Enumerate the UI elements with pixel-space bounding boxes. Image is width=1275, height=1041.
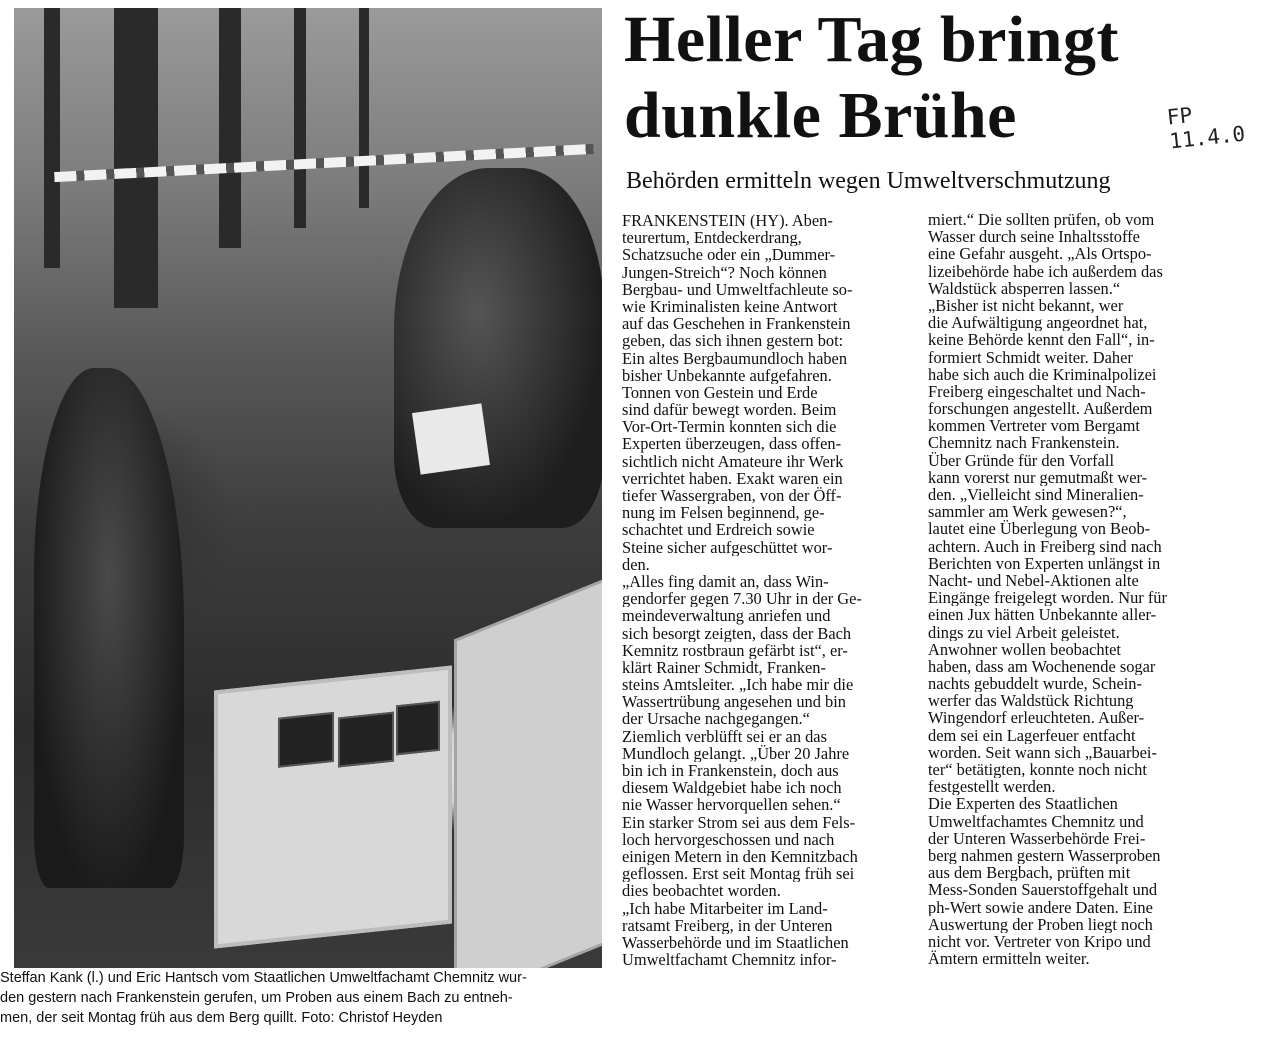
article-line: formiert Schmidt weiter. Daher — [928, 348, 1133, 366]
article-line: Umweltfachamt Chemnitz infor- — [622, 951, 837, 969]
article-line: ter“ betätigten, konnte noch nicht — [928, 761, 1147, 779]
article-line: Chemnitz nach Frankenstein. — [928, 434, 1120, 452]
article-line: miert.“ Die sollten prüfen, ob vom — [928, 211, 1155, 229]
photo-tree — [219, 8, 241, 248]
article-line: Wasserbehörde und im Staatlichen — [622, 933, 849, 952]
article-line: Eingänge freigelegt worden. Nur für — [928, 589, 1167, 607]
photo-meter — [278, 712, 334, 768]
article-line: geben, das sich ihnen gestern bot: — [622, 332, 844, 350]
article-line: Ein starker Strom sei aus dem Fels- — [622, 813, 856, 831]
article-line: den. „Vielleicht sind Mineralien- — [928, 486, 1144, 504]
article-line: dings zu viel Arbeit geleistet. — [928, 623, 1120, 641]
article-line: bisher Unbekannte aufgefahren. — [622, 366, 832, 384]
article-line: forschungen angestellt. Außerdem — [928, 400, 1153, 418]
caption-line: men, der seit Montag früh aus dem Berg quillt. Foto: Christof Heyden — [0, 1010, 443, 1026]
article-line: Wassertrübung angesehen und bin — [622, 693, 846, 711]
article-line: nachts gebuddelt wurde, Schein- — [928, 675, 1142, 693]
article-line: kommen Vertreter vom Bergamt — [928, 417, 1140, 435]
article-line: Bergbau- und Umweltfachleute so- — [622, 280, 853, 298]
article-line: Experten überzeugen, dass offen- — [622, 435, 842, 453]
article-line: Freiberg eingeschaltet und Nach- — [928, 382, 1146, 401]
article-line: kann vorerst nur gemutmaßt wer- — [928, 468, 1148, 486]
caption-line: Steffan Kank (l.) und Eric Hantsch vom Staatlichen Umweltfachamt Chemnitz wur- — [0, 970, 527, 986]
caption-line: den gestern nach Frankenstein gerufen, um Proben aus einem Bach zu entneh- — [0, 990, 513, 1006]
article-line: gendorfer gegen 7.30 Uhr in der Ge- — [622, 590, 862, 608]
article-photo — [14, 8, 602, 968]
article-line: ratsamt Freiberg, in der Unteren — [622, 916, 833, 934]
article-line: „Bisher ist nicht bekannt, wer — [928, 296, 1124, 315]
article-line: loch hervorgeschossen und nach — [622, 830, 835, 848]
article-line: Über Gründe für den Vorfall — [928, 451, 1115, 469]
article-line: Die Experten des Staatlichen — [928, 795, 1118, 813]
photo-measuring-case — [214, 665, 452, 948]
article-line: Ein altes Bergbaumundloch haben — [622, 349, 848, 367]
photo-tree — [294, 8, 306, 228]
article-line: Ziemlich verblüfft sei er an das — [622, 727, 827, 745]
article-line: Wingendorf erleuchteten. Außer- — [928, 709, 1145, 727]
article-line: sichtlich nicht Amateure ihr Werk — [622, 452, 844, 470]
photo-tree — [114, 8, 158, 308]
article-line: eine Gefahr ausgeht. „Als Ortspo- — [928, 245, 1152, 263]
article-line: aus dem Bergbach, prüften mit — [928, 864, 1131, 882]
article-line: Mundloch gelangt. „Über 20 Jahre — [622, 744, 850, 762]
article-line: Nacht- und Nebel-Aktionen alte — [928, 571, 1139, 590]
article-line: nie Wasser hervorquellen sehen.“ — [622, 796, 841, 814]
article-line: Kemnitz rostbraun gefärbt ist“, er- — [622, 641, 848, 659]
article-line: einigen Metern in den Kemnitzbach — [622, 847, 858, 866]
article-line: Umweltfachamtes Chemnitz und — [928, 812, 1144, 830]
article-line: bin ich in Frankenstein, doch aus — [622, 762, 839, 780]
article-line: dies beobachtet worden. — [622, 882, 781, 900]
article-line: Schatzsuche oder ein „Dummer- — [622, 246, 836, 264]
headline-line: dunkle Brühe — [624, 79, 1017, 152]
article-line: Ämtern ermitteln weiter. — [928, 950, 1090, 968]
article-line: Wasser durch seine Inhaltsstoffe — [928, 228, 1140, 246]
article-line: steins Amtsleiter. „Ich habe mir die — [622, 676, 854, 694]
article-line: nung im Felsen beginnend, ge- — [622, 504, 825, 522]
headline-line: Heller Tag bringt — [624, 3, 1119, 76]
handwritten-note: FP 11.4.0 — [1165, 103, 1247, 154]
article-line: tiefer Wassergraben, von der Öff- — [622, 487, 842, 505]
article-line: die Aufwältigung angeordnet hat, — [928, 314, 1148, 332]
article-line: ph-Wert sowie andere Daten. Eine — [928, 898, 1153, 916]
article-line: Steine sicher aufgeschüttet wor- — [622, 538, 833, 556]
article-line: lautet eine Überlegung von Beob- — [928, 520, 1151, 538]
article-line: FRANKENSTEIN (HY). Aben- — [622, 212, 833, 230]
article-column-1 — [622, 212, 924, 968]
article-line: Auswertung der Proben liegt noch — [928, 915, 1153, 933]
article-line: der Unteren Wasserbehörde Frei- — [928, 829, 1146, 847]
article-line: den. — [622, 555, 650, 573]
photo-case-lid — [454, 576, 602, 968]
article-line: klärt Rainer Schmidt, Franken- — [622, 658, 826, 677]
article-line: werfer das Waldstück Richtung — [928, 692, 1134, 710]
article-line: Berichten von Experten unlängst in — [928, 554, 1161, 572]
subheadline: Behörden ermitteln wegen Umweltverschmutzung — [626, 168, 1111, 194]
article-line: sind dafür bewegt worden. Beim — [622, 401, 837, 419]
article-line: Waldstück absperren lassen.“ — [928, 279, 1121, 297]
photo-notebook — [412, 403, 490, 474]
article-line: wie Kriminalisten keine Antwort — [622, 297, 838, 316]
article-line: geflossen. Erst seit Montag früh sei — [622, 865, 855, 883]
article-line: „Ich habe Mitarbeiter im Land- — [622, 899, 828, 917]
photo-caption — [0, 968, 606, 1028]
article-line: Vor-Ort-Termin konnten sich die — [622, 418, 837, 436]
article-column-2 — [928, 211, 1246, 967]
article-line: schachtet und Erdreich sowie — [622, 521, 815, 539]
article-line: achtern. Auch in Freiberg sind nach — [928, 537, 1162, 555]
photo-meter — [396, 701, 440, 756]
article-line: dem sei ein Lagerfeuer entfacht — [928, 726, 1136, 744]
article-line: Anwohner wollen beobachtet — [928, 640, 1121, 658]
photo-person-kneeling — [394, 168, 602, 528]
photo-tree — [359, 8, 369, 208]
article-line: Mess-Sonden Sauerstoffgehalt und — [928, 881, 1158, 899]
photo-tree — [44, 8, 60, 268]
article-line: der Ursache nachgegangen.“ — [622, 710, 810, 728]
article-line: Jungen-Streich“? Noch können — [622, 263, 827, 281]
article-line: einen Jux hätten Unbekannte aller- — [928, 606, 1157, 624]
article-line: sammler am Werk gewesen?“, — [928, 503, 1127, 521]
article-line: „Alles fing damit an, dass Win- — [622, 572, 829, 591]
article-line: verrichtet haben. Exakt waren ein — [622, 469, 843, 487]
article-line: nicht vor. Vertreter von Kripo und — [928, 932, 1151, 951]
article-line: haben, dass am Wochenende sogar — [928, 657, 1156, 676]
article-line: auf das Geschehen in Frankenstein — [622, 315, 851, 333]
photo-meter — [338, 712, 394, 768]
article-line: habe sich auch die Kriminalpolizei — [928, 365, 1157, 383]
article-line: meindeverwaltung anriefen und — [622, 607, 831, 625]
photo-person-left — [34, 368, 184, 888]
article-line: berg nahmen gestern Wasserproben — [928, 846, 1161, 865]
article-line: keine Behörde kennt den Fall“, in- — [928, 331, 1155, 349]
article-line: lizeibehörde habe ich außerdem das — [928, 262, 1163, 280]
article-line: diesem Waldgebiet habe ich noch — [622, 779, 842, 797]
article-line: festgestellt werden. — [928, 778, 1056, 796]
article-line: sich besorgt zeigten, dass der Bach — [622, 624, 852, 642]
article-line: worden. Seit wann sich „Bauarbei- — [928, 743, 1157, 761]
article-line: teurertum, Entdeckerdrang, — [622, 229, 802, 247]
article-line: Tonnen von Gestein und Erde — [622, 383, 818, 402]
